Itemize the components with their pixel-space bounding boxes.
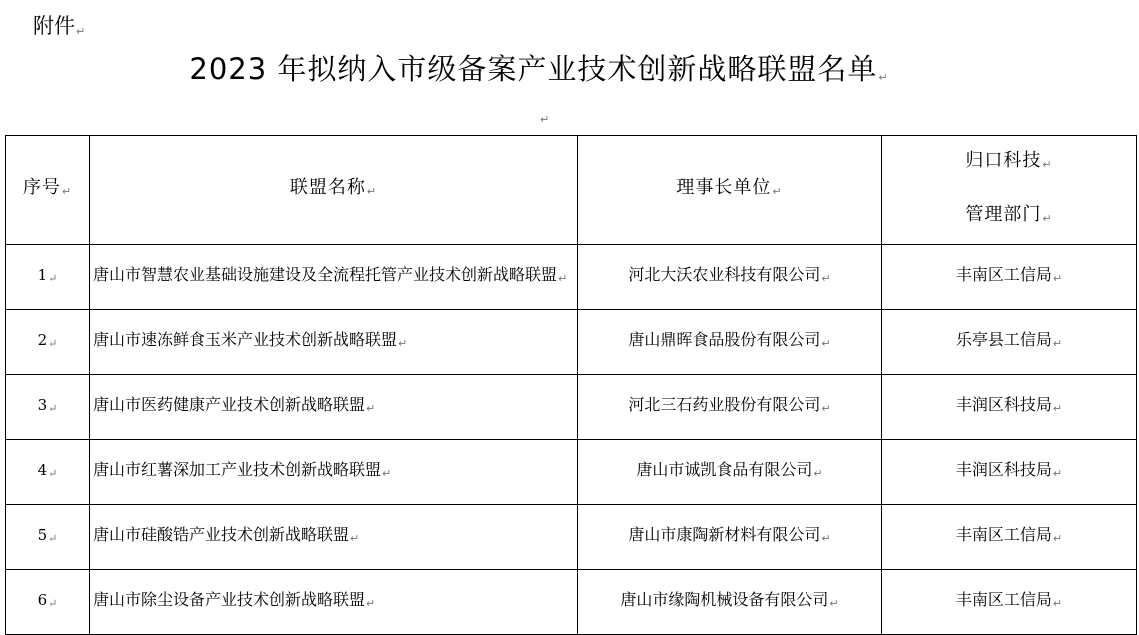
cell-chair-unit: 唐山市缘陶机械设备有限公司↵ [578, 570, 882, 635]
cell-department: 丰南区工信局↵ [882, 570, 1137, 635]
table-row [6, 245, 1137, 310]
cell-alliance-name: 唐山市除尘设备产业技术创新战略联盟↵ [90, 570, 578, 635]
table-row [6, 440, 1137, 505]
cell-department: 丰南区工信局↵ [882, 245, 1137, 310]
attachment-label: 附件↵ [33, 14, 86, 38]
paragraph-mark-icon: ↵ [61, 185, 73, 198]
table-row [6, 505, 1137, 570]
cell-chair-unit: 唐山鼎晖食品股份有限公司↵ [578, 310, 882, 375]
cell-department: 丰南区工信局↵ [882, 505, 1137, 570]
cell-department: 丰润区科技局↵ [882, 440, 1137, 505]
cell-chair-unit: 河北三石药业股份有限公司↵ [578, 375, 882, 440]
column-header-department: 归口科技↵ 管理部门↵ [882, 136, 1137, 245]
cell-no: 6↵ [6, 570, 90, 635]
cell-chair-unit: 唐山市诚凯食品有限公司↵ [578, 440, 882, 505]
alliance-table [5, 135, 1137, 635]
table-row [6, 375, 1137, 440]
paragraph-mark-icon: ↵ [1042, 212, 1053, 225]
paragraph-mark-icon: ↵ [1042, 158, 1053, 171]
cell-alliance-name: 唐山市速冻鲜食玉米产业技术创新战略联盟↵ [90, 310, 578, 375]
cell-no: 2↵ [6, 310, 90, 375]
paragraph-mark-icon: ↵ [366, 185, 378, 198]
cell-no: 5↵ [6, 505, 90, 570]
column-header-alliance-name: 联盟名称↵ [90, 136, 578, 245]
cell-no: 3↵ [6, 375, 90, 440]
cell-department: 丰润区科技局↵ [882, 375, 1137, 440]
paragraph-mark-icon: ↵ [772, 185, 783, 198]
table-header-row [6, 136, 1137, 245]
cell-no: 4↵ [6, 440, 90, 505]
page-title: 2023 年拟纳入市级备案产业技术创新战略联盟名单↵ [189, 52, 889, 86]
cell-no: 1↵ [6, 245, 90, 310]
column-header-chair-unit: 理事长单位↵ [578, 136, 882, 245]
table-row [6, 570, 1137, 635]
paragraph-mark-icon: ↵ [540, 113, 550, 126]
cell-alliance-name: 唐山市红薯深加工产业技术创新战略联盟↵ [90, 440, 578, 505]
cell-department: 乐亭县工信局↵ [882, 310, 1137, 375]
cell-chair-unit: 河北大沃农业科技有限公司↵ [578, 245, 882, 310]
cell-chair-unit: 唐山市康陶新材料有限公司↵ [578, 505, 882, 570]
cell-alliance-name: 唐山市硅酸锆产业技术创新战略联盟↵ [90, 505, 578, 570]
cell-alliance-name: 唐山市智慧农业基础设施建设及全流程托管产业技术创新战略联盟↵ [90, 245, 578, 310]
table-row [6, 310, 1137, 375]
paragraph-mark-icon: ↵ [76, 25, 86, 38]
cell-alliance-name: 唐山市医药健康产业技术创新战略联盟↵ [90, 375, 578, 440]
paragraph-mark-icon: ↵ [878, 71, 889, 84]
column-header-no: 序号↵ [6, 136, 90, 245]
